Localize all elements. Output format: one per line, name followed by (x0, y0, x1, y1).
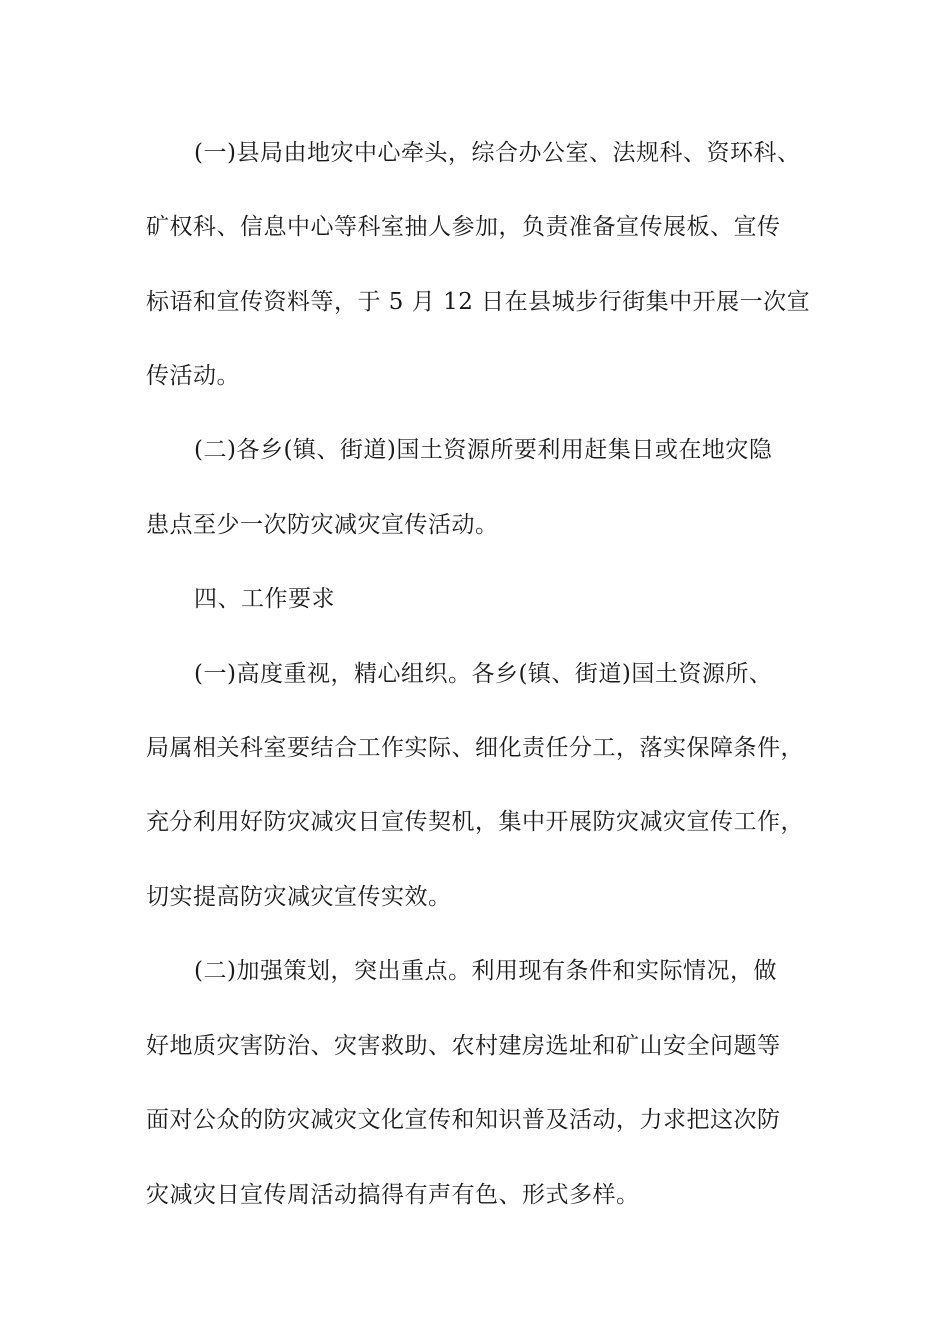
section-heading: 四、工作要求 (194, 586, 335, 612)
text-line: 好地质灾害防治、灾害救助、农村建房选址和矿山安全问题等 (146, 1033, 781, 1059)
text-line: 矿权科、信息中心等科室抽人参加，负责准备宣传展板、宣传 (146, 214, 781, 240)
text-line: (一)县局由地灾中心牵头，综合办公室、法规科、资环科、 (194, 140, 801, 166)
text-line: (二)各乡(镇、街道)国土资源所要利用赶集日或在地灾隐 (194, 437, 773, 463)
text-line: (二)加强策划，突出重点。利用现有条件和实际情况，做 (194, 958, 777, 984)
text-line: 标语和宣传资料等，于 5 月 12 日在县城步行街集中开展一次宣 (146, 289, 811, 315)
text-line: (一)高度重视，精心组织。各乡(镇、街道)国土资源所、 (194, 661, 773, 687)
text-line: 灾减灾日宣传周活动搞得有声有色、形式多样。 (146, 1182, 640, 1208)
text-line: 面对公众的防灾减灾文化宣传和知识普及活动，力求把这次防 (146, 1107, 781, 1133)
text-line: 传活动。 (146, 363, 240, 389)
text-line: 患点至少一次防灾减灾宣传活动。 (146, 512, 499, 538)
text-line: 充分利用好防灾减灾日宣传契机，集中开展防灾减灾宣传工作， (146, 809, 804, 835)
text-line: 切实提高防灾减灾宣传实效。 (146, 884, 452, 910)
text-line: 局属相关科室要结合工作实际、细化责任分工，落实保障条件， (146, 735, 804, 761)
